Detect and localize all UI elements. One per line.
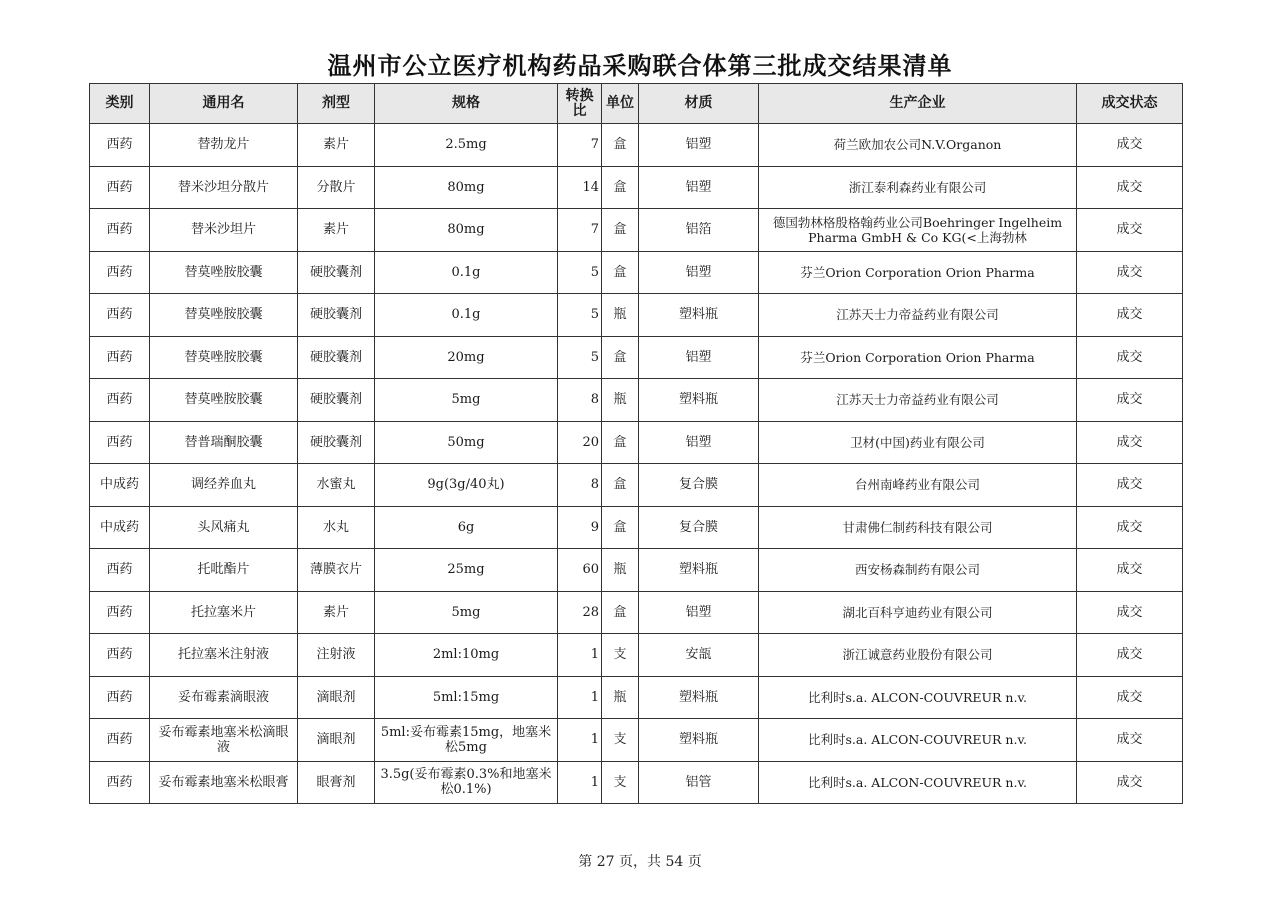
cell-specification: 9g(3g/40丸) — [375, 464, 558, 507]
cell-manufacturer: 芬兰Orion Corporation Orion Pharma — [759, 251, 1077, 294]
cell-generic-name: 头风痛丸 — [150, 506, 298, 549]
cell-deal-status: 成交 — [1077, 506, 1183, 549]
cell-category: 西药 — [90, 421, 150, 464]
table-row — [90, 251, 1183, 294]
cell-specification: 3.5g(妥布霉素0.3%和地塞米松0.1%) — [375, 761, 558, 804]
table-row — [90, 124, 1183, 167]
cell-material: 铝塑 — [639, 124, 759, 167]
cell-generic-name: 妥布霉素滴眼液 — [150, 676, 298, 719]
cell-generic-name: 托吡酯片 — [150, 549, 298, 592]
cell-material: 复合膜 — [639, 464, 759, 507]
cell-material: 铝塑 — [639, 591, 759, 634]
cell-generic-name: 替普瑞酮胶囊 — [150, 421, 298, 464]
cell-unit: 支 — [602, 634, 639, 677]
cell-specification: 25mg — [375, 549, 558, 592]
cell-deal-status: 成交 — [1077, 336, 1183, 379]
cell-dosage-form: 硬胶囊剂 — [298, 379, 375, 422]
cell-material: 铝管 — [639, 761, 759, 804]
cell-manufacturer: 比利时s.a. ALCON-COUVREUR n.v. — [759, 761, 1077, 804]
table-row — [90, 506, 1183, 549]
cell-manufacturer: 比利时s.a. ALCON-COUVREUR n.v. — [759, 676, 1077, 719]
cell-specification: 50mg — [375, 421, 558, 464]
cell-conversion-ratio: 7 — [558, 209, 602, 252]
table-row — [90, 379, 1183, 422]
cell-category: 西药 — [90, 294, 150, 337]
cell-category: 西药 — [90, 209, 150, 252]
cell-unit: 支 — [602, 719, 639, 762]
cell-material: 塑料瓶 — [639, 294, 759, 337]
cell-deal-status: 成交 — [1077, 421, 1183, 464]
table-row — [90, 209, 1183, 252]
cell-dosage-form: 硬胶囊剂 — [298, 294, 375, 337]
cell-manufacturer: 比利时s.a. ALCON-COUVREUR n.v. — [759, 719, 1077, 762]
cell-manufacturer: 卫材(中国)药业有限公司 — [759, 421, 1077, 464]
cell-conversion-ratio: 1 — [558, 676, 602, 719]
cell-dosage-form: 水蜜丸 — [298, 464, 375, 507]
cell-specification: 0.1g — [375, 294, 558, 337]
cell-unit: 盒 — [602, 464, 639, 507]
cell-unit: 瓶 — [602, 294, 639, 337]
cell-category: 西药 — [90, 549, 150, 592]
cell-dosage-form: 注射液 — [298, 634, 375, 677]
cell-conversion-ratio: 20 — [558, 421, 602, 464]
cell-manufacturer: 西安杨森制药有限公司 — [759, 549, 1077, 592]
table-row — [90, 294, 1183, 337]
cell-category: 西药 — [90, 676, 150, 719]
cell-manufacturer: 浙江泰利森药业有限公司 — [759, 166, 1077, 209]
cell-deal-status: 成交 — [1077, 719, 1183, 762]
cell-generic-name: 替米沙坦分散片 — [150, 166, 298, 209]
cell-dosage-form: 水丸 — [298, 506, 375, 549]
cell-deal-status: 成交 — [1077, 676, 1183, 719]
cell-unit: 盒 — [602, 209, 639, 252]
cell-specification: 2.5mg — [375, 124, 558, 167]
cell-conversion-ratio: 14 — [558, 166, 602, 209]
cell-material: 塑料瓶 — [639, 549, 759, 592]
cell-conversion-ratio: 60 — [558, 549, 602, 592]
cell-specification: 6g — [375, 506, 558, 549]
table-row — [90, 166, 1183, 209]
cell-dosage-form: 素片 — [298, 209, 375, 252]
cell-specification: 5mg — [375, 379, 558, 422]
cell-conversion-ratio: 7 — [558, 124, 602, 167]
cell-deal-status: 成交 — [1077, 124, 1183, 167]
cell-deal-status: 成交 — [1077, 251, 1183, 294]
cell-deal-status: 成交 — [1077, 294, 1183, 337]
cell-generic-name: 替米沙坦片 — [150, 209, 298, 252]
table-row — [90, 336, 1183, 379]
cell-conversion-ratio: 5 — [558, 294, 602, 337]
cell-conversion-ratio: 1 — [558, 719, 602, 762]
cell-generic-name: 调经养血丸 — [150, 464, 298, 507]
cell-generic-name: 替勃龙片 — [150, 124, 298, 167]
cell-conversion-ratio: 8 — [558, 464, 602, 507]
table-row — [90, 634, 1183, 677]
table-row — [90, 761, 1183, 804]
table-row — [90, 676, 1183, 719]
column-header-generic-name: 通用名 — [150, 84, 298, 124]
cell-unit: 支 — [602, 761, 639, 804]
cell-material: 铝塑 — [639, 251, 759, 294]
cell-dosage-form: 硬胶囊剂 — [298, 336, 375, 379]
document-title: 温州市公立医疗机构药品采购联合体第三批成交结果清单 — [327, 52, 953, 80]
cell-generic-name: 妥布霉素地塞米松眼膏 — [150, 761, 298, 804]
cell-material: 铝塑 — [639, 421, 759, 464]
cell-manufacturer: 甘肃佛仁制药科技有限公司 — [759, 506, 1077, 549]
cell-dosage-form: 眼膏剂 — [298, 761, 375, 804]
cell-manufacturer: 台州南峰药业有限公司 — [759, 464, 1077, 507]
cell-deal-status: 成交 — [1077, 379, 1183, 422]
cell-unit: 盒 — [602, 421, 639, 464]
cell-specification: 20mg — [375, 336, 558, 379]
table-row — [90, 719, 1183, 762]
cell-unit: 瓶 — [602, 549, 639, 592]
cell-deal-status: 成交 — [1077, 549, 1183, 592]
column-header-manufacturer: 生产企业 — [759, 84, 1077, 124]
cell-conversion-ratio: 5 — [558, 336, 602, 379]
cell-specification: 2ml:10mg — [375, 634, 558, 677]
cell-specification: 80mg — [375, 166, 558, 209]
cell-manufacturer: 湖北百科亨迪药业有限公司 — [759, 591, 1077, 634]
cell-generic-name: 托拉塞米片 — [150, 591, 298, 634]
cell-dosage-form: 分散片 — [298, 166, 375, 209]
cell-category: 西药 — [90, 719, 150, 762]
cell-conversion-ratio: 9 — [558, 506, 602, 549]
column-header-category: 类别 — [90, 84, 150, 124]
column-header-specification: 规格 — [375, 84, 558, 124]
cell-dosage-form: 薄膜衣片 — [298, 549, 375, 592]
cell-unit: 盒 — [602, 336, 639, 379]
cell-deal-status: 成交 — [1077, 591, 1183, 634]
cell-generic-name: 替莫唑胺胶囊 — [150, 379, 298, 422]
cell-material: 塑料瓶 — [639, 379, 759, 422]
cell-material: 塑料瓶 — [639, 676, 759, 719]
cell-specification: 5ml:15mg — [375, 676, 558, 719]
cell-manufacturer: 德国勃林格殷格翰药业公司Boehringer Ingelheim Pharma GmbH & Co KG(<上海勃林 — [759, 209, 1077, 252]
cell-unit: 盒 — [602, 591, 639, 634]
cell-category: 西药 — [90, 251, 150, 294]
cell-manufacturer: 芬兰Orion Corporation Orion Pharma — [759, 336, 1077, 379]
cell-generic-name: 妥布霉素地塞米松滴眼液 — [150, 719, 298, 762]
table-row — [90, 421, 1183, 464]
cell-unit: 盒 — [602, 124, 639, 167]
cell-manufacturer: 江苏天士力帝益药业有限公司 — [759, 294, 1077, 337]
cell-material: 安瓿 — [639, 634, 759, 677]
cell-category: 西药 — [90, 379, 150, 422]
cell-generic-name: 替莫唑胺胶囊 — [150, 251, 298, 294]
cell-dosage-form: 素片 — [298, 124, 375, 167]
cell-manufacturer: 江苏天士力帝益药业有限公司 — [759, 379, 1077, 422]
cell-manufacturer: 浙江诚意药业股份有限公司 — [759, 634, 1077, 677]
cell-deal-status: 成交 — [1077, 166, 1183, 209]
cell-category: 西药 — [90, 124, 150, 167]
column-header-material: 材质 — [639, 84, 759, 124]
cell-category: 西药 — [90, 591, 150, 634]
cell-material: 塑料瓶 — [639, 719, 759, 762]
table-row — [90, 464, 1183, 507]
table-row — [90, 549, 1183, 592]
cell-specification: 5ml:妥布霉素15mg，地塞米松5mg — [375, 719, 558, 762]
cell-generic-name: 替莫唑胺胶囊 — [150, 336, 298, 379]
cell-material: 铝塑 — [639, 336, 759, 379]
cell-specification: 5mg — [375, 591, 558, 634]
cell-deal-status: 成交 — [1077, 634, 1183, 677]
cell-material: 铝塑 — [639, 166, 759, 209]
cell-unit: 瓶 — [602, 676, 639, 719]
cell-category: 西药 — [90, 761, 150, 804]
cell-material: 复合膜 — [639, 506, 759, 549]
cell-dosage-form: 滴眼剂 — [298, 719, 375, 762]
cell-dosage-form: 素片 — [298, 591, 375, 634]
cell-category: 中成药 — [90, 506, 150, 549]
cell-deal-status: 成交 — [1077, 464, 1183, 507]
cell-material: 铝箔 — [639, 209, 759, 252]
cell-deal-status: 成交 — [1077, 761, 1183, 804]
cell-specification: 0.1g — [375, 251, 558, 294]
column-header-deal-status: 成交状态 — [1077, 84, 1183, 124]
cell-conversion-ratio: 5 — [558, 251, 602, 294]
cell-dosage-form: 滴眼剂 — [298, 676, 375, 719]
cell-category: 西药 — [90, 166, 150, 209]
cell-unit: 盒 — [602, 166, 639, 209]
cell-generic-name: 替莫唑胺胶囊 — [150, 294, 298, 337]
cell-conversion-ratio: 1 — [558, 761, 602, 804]
cell-dosage-form: 硬胶囊剂 — [298, 421, 375, 464]
cell-deal-status: 成交 — [1077, 209, 1183, 252]
cell-specification: 80mg — [375, 209, 558, 252]
cell-conversion-ratio: 28 — [558, 591, 602, 634]
column-header-dosage-form: 剂型 — [298, 84, 375, 124]
column-header-conversion-ratio: 转换比 — [558, 84, 602, 124]
column-header-unit: 单位 — [602, 84, 639, 124]
cell-manufacturer: 荷兰欧加农公司N.V.Organon — [759, 124, 1077, 167]
table-row — [90, 591, 1183, 634]
cell-unit: 盒 — [602, 251, 639, 294]
cell-unit: 瓶 — [602, 379, 639, 422]
cell-generic-name: 托拉塞米注射液 — [150, 634, 298, 677]
cell-category: 西药 — [90, 336, 150, 379]
procurement-results-table — [89, 83, 1183, 804]
cell-unit: 盒 — [602, 506, 639, 549]
cell-conversion-ratio: 8 — [558, 379, 602, 422]
cell-category: 中成药 — [90, 464, 150, 507]
page-number: 第 27 页，共 54 页 — [578, 854, 702, 870]
header-row — [90, 84, 1183, 124]
cell-conversion-ratio: 1 — [558, 634, 602, 677]
cell-dosage-form: 硬胶囊剂 — [298, 251, 375, 294]
cell-category: 西药 — [90, 634, 150, 677]
